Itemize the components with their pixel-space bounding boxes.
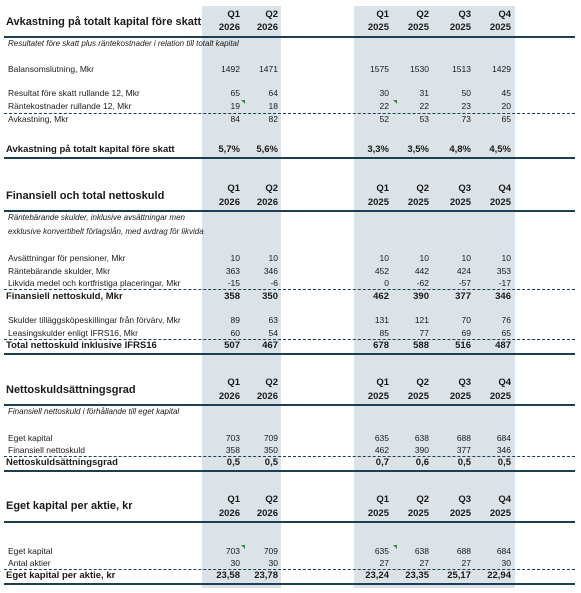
cell-value: 635	[374, 546, 389, 556]
cell-value: 22	[379, 101, 389, 111]
row-label: Eget kapital per aktie, kr	[6, 570, 116, 581]
cell-value: 462	[374, 445, 389, 455]
section-note: Finansiell nettoskuld i förhållande till eget kapital	[8, 407, 180, 416]
header-year: 2025	[407, 508, 429, 519]
row-label: Skulder tilläggsköpeskillingar från förvärv, Mkr	[8, 315, 181, 325]
header-rule	[4, 210, 575, 212]
cell-value: 1429	[492, 64, 511, 74]
cell-value: 23,35	[405, 570, 429, 581]
cell-value: 1471	[259, 64, 278, 74]
cell-value: 377	[455, 291, 471, 302]
header-quarter: Q4	[498, 183, 511, 194]
header-quarter: Q1	[227, 377, 240, 388]
cell-value: -6	[270, 278, 278, 288]
section-end-rule	[4, 157, 575, 159]
row-label: Avsättningar för pensioner, Mkr	[8, 253, 126, 263]
cell-value: 31	[419, 88, 429, 98]
cell-value: 19	[230, 101, 240, 111]
row-label: Leasingskulder enligt IFRS16, Mkr	[8, 328, 138, 338]
cell-value: 588	[413, 340, 429, 351]
cell-value: 638	[414, 546, 429, 556]
cell-value: 121	[414, 315, 429, 325]
cell-value: 0,5	[497, 457, 511, 468]
header-year: 2025	[367, 391, 389, 402]
cell-value: 4,8%	[449, 144, 471, 155]
header-quarter: Q1	[227, 494, 240, 505]
cell-value: 487	[495, 340, 511, 351]
cell-value: 18	[268, 101, 278, 111]
cell-value: 53	[419, 114, 429, 124]
cell-value: 82	[268, 114, 278, 124]
header-quarter: Q2	[416, 494, 429, 505]
cell-value: 0,7	[375, 457, 389, 468]
cell-value: 10	[461, 253, 471, 263]
cell-value: 23,78	[254, 570, 278, 581]
header-year: 2025	[407, 197, 429, 208]
cell-value: 390	[414, 445, 429, 455]
cell-value: 688	[456, 433, 471, 443]
header-quarter: Q1	[227, 9, 240, 20]
cell-value: 30	[230, 558, 240, 568]
section-note: Räntebärande skulder, inklusive avsättningar men	[8, 213, 185, 222]
cell-value: 0,5	[226, 457, 240, 468]
cell-value: 3,3%	[367, 144, 389, 155]
cell-value: 27	[379, 558, 389, 568]
header-quarter: Q4	[498, 377, 511, 388]
header-quarter: Q1	[376, 183, 389, 194]
cell-value: 76	[501, 315, 511, 325]
cell-value: -15	[227, 278, 240, 288]
header-year: 2025	[367, 508, 389, 519]
cell-value: 353	[496, 266, 511, 276]
cell-value: 516	[455, 340, 471, 351]
header-year: 2026	[256, 508, 278, 519]
header-year: 2025	[367, 22, 389, 33]
cell-value: 27	[461, 558, 471, 568]
cell-value: 30	[268, 558, 278, 568]
header-year: 2025	[489, 508, 511, 519]
cell-value: 0,6	[415, 457, 429, 468]
header-quarter: Q1	[376, 494, 389, 505]
header-quarter: Q3	[458, 377, 471, 388]
cell-value: 684	[496, 433, 511, 443]
section-title: Finansiell och total nettoskuld	[6, 190, 165, 202]
cell-value: 27	[419, 558, 429, 568]
header-year: 2025	[449, 391, 471, 402]
cell-value: 507	[224, 340, 240, 351]
header-quarter: Q3	[458, 9, 471, 20]
row-label: Räntebärande skulder, Mkr	[8, 266, 111, 276]
header-year: 2026	[218, 508, 240, 519]
header-year: 2026	[256, 22, 278, 33]
cell-value: 23,24	[365, 570, 389, 581]
section-note: Resultatet före skatt plus räntekostnader i relation till totalt kapital	[8, 39, 239, 48]
row-label: Resultat före skatt rullande 12, Mkr	[8, 88, 140, 98]
header-quarter: Q2	[265, 9, 278, 20]
cell-value: 22	[419, 101, 429, 111]
header-rule	[4, 521, 575, 523]
cell-value: 1530	[410, 64, 429, 74]
cell-value: 390	[413, 291, 429, 302]
header-year: 2025	[449, 197, 471, 208]
row-divider	[4, 289, 575, 290]
header-quarter: Q4	[498, 9, 511, 20]
header-quarter: Q1	[376, 377, 389, 388]
header-year: 2026	[218, 197, 240, 208]
section-title: Avkastning på totalt kapital före skatt	[6, 16, 202, 28]
row-label: Likvida medel och kortfristiga placeringar, Mkr	[8, 278, 181, 288]
section-end-rule	[4, 470, 575, 472]
cell-value: 0,5	[264, 457, 278, 468]
header-quarter: Q2	[265, 494, 278, 505]
cell-value: 442	[414, 266, 429, 276]
cell-value: 70	[461, 315, 471, 325]
header-year: 2025	[489, 197, 511, 208]
cell-value: 346	[495, 291, 511, 302]
cell-value: 4,5%	[489, 144, 511, 155]
cell-value: 20	[501, 101, 511, 111]
row-label: Eget kapital	[8, 433, 53, 443]
cell-value: 709	[263, 433, 278, 443]
cell-value: 3,5%	[407, 144, 429, 155]
cell-value: 5,7%	[218, 144, 240, 155]
header-year: 2026	[218, 22, 240, 33]
section-note: exklusive konvertibelt förlagslån, med avdrag för likvida	[8, 227, 204, 236]
row-label: Finansiell nettoskuld, Mkr	[6, 291, 123, 302]
cell-value: 703	[225, 433, 240, 443]
header-year: 2025	[449, 22, 471, 33]
header-quarter: Q2	[416, 377, 429, 388]
cell-value: 77	[419, 328, 429, 338]
cell-value: 350	[262, 291, 278, 302]
cell-value: 0,5	[457, 457, 471, 468]
header-quarter: Q2	[265, 377, 278, 388]
cell-value: 25,17	[447, 570, 471, 581]
cell-value: 452	[374, 266, 389, 276]
cell-value: 424	[456, 266, 471, 276]
cell-value: 358	[225, 445, 240, 455]
cell-value: 65	[501, 114, 511, 124]
header-year: 2025	[407, 391, 429, 402]
cell-value: 84	[230, 114, 240, 124]
row-label: Avkastning, Mkr	[8, 114, 69, 124]
header-year: 2025	[489, 391, 511, 402]
cell-value: 638	[414, 433, 429, 443]
cell-value: 1513	[452, 64, 471, 74]
cell-value: 69	[461, 328, 471, 338]
cell-value: 10	[268, 253, 278, 263]
header-quarter: Q1	[376, 9, 389, 20]
row-label: Räntekostnader rullande 12, Mkr	[8, 101, 132, 111]
cell-value: 60	[230, 328, 240, 338]
row-label: Finansiell nettoskuld	[8, 445, 86, 455]
header-year: 2025	[489, 22, 511, 33]
cell-value: 52	[379, 114, 389, 124]
row-label: Total nettoskuld inklusive IFRS16	[6, 340, 157, 351]
cell-value: 65	[501, 328, 511, 338]
header-quarter: Q3	[458, 183, 471, 194]
header-quarter: Q3	[458, 494, 471, 505]
cell-value: 1492	[221, 64, 240, 74]
section-title: Eget kapital per aktie, kr	[6, 500, 133, 512]
cell-value: 363	[225, 266, 240, 276]
cell-value: 30	[379, 88, 389, 98]
cell-value: 89	[230, 315, 240, 325]
cell-value: 346	[496, 445, 511, 455]
cell-value: 23	[461, 101, 471, 111]
cell-value: 703	[225, 546, 240, 556]
cell-value: 54	[268, 328, 278, 338]
row-label: Eget kapital	[8, 546, 53, 556]
cell-value: 65	[230, 88, 240, 98]
cell-value: 45	[501, 88, 511, 98]
row-label: Nettoskuldsättningsgrad	[6, 457, 118, 468]
header-quarter: Q2	[416, 9, 429, 20]
row-label: Balansomslutning, Mkr	[8, 64, 94, 74]
header-quarter: Q4	[498, 494, 511, 505]
section-title: Nettoskuldsättningsgrad	[6, 384, 136, 396]
cell-value: 377	[456, 445, 471, 455]
cell-value: 1575	[370, 64, 389, 74]
cell-value: -57	[458, 278, 471, 288]
cell-value: 462	[373, 291, 389, 302]
cell-value: 358	[224, 291, 240, 302]
cell-value: 635	[374, 433, 389, 443]
header-year: 2026	[256, 391, 278, 402]
header-year: 2025	[367, 197, 389, 208]
section-end-rule	[4, 353, 575, 355]
cell-value: 23,58	[216, 570, 240, 581]
cell-value: 63	[268, 315, 278, 325]
cell-value: 678	[373, 340, 389, 351]
header-year: 2025	[449, 508, 471, 519]
cell-value: 10	[501, 253, 511, 263]
cell-value: 350	[263, 445, 278, 455]
cell-value: 131	[374, 315, 389, 325]
cell-value: 709	[263, 546, 278, 556]
header-quarter: Q2	[416, 183, 429, 194]
section-end-rule	[4, 583, 575, 585]
cell-value: -62	[416, 278, 429, 288]
cell-value: -17	[498, 278, 511, 288]
cell-value: 22,94	[487, 570, 511, 581]
cell-value: 5,6%	[256, 144, 278, 155]
header-rule	[4, 36, 575, 38]
cell-value: 64	[268, 88, 278, 98]
header-year: 2026	[256, 197, 278, 208]
cell-value: 346	[263, 266, 278, 276]
header-quarter: Q2	[265, 183, 278, 194]
cell-value: 684	[496, 546, 511, 556]
cell-value: 10	[379, 253, 389, 263]
header-rule	[4, 404, 575, 406]
cell-value: 85	[379, 328, 389, 338]
row-label: Avkastning på totalt kapital före skatt	[6, 144, 175, 155]
cell-value: 10	[230, 253, 240, 263]
cell-value: 10	[419, 253, 429, 263]
cell-value: 73	[461, 114, 471, 124]
row-label: Antal aktier	[8, 558, 51, 568]
cell-value: 688	[456, 546, 471, 556]
cell-value: 30	[501, 558, 511, 568]
cell-value: 467	[262, 340, 278, 351]
header-year: 2025	[407, 22, 429, 33]
header-quarter: Q1	[227, 183, 240, 194]
header-year: 2026	[218, 391, 240, 402]
cell-value: 50	[461, 88, 471, 98]
cell-value: 0	[384, 278, 389, 288]
